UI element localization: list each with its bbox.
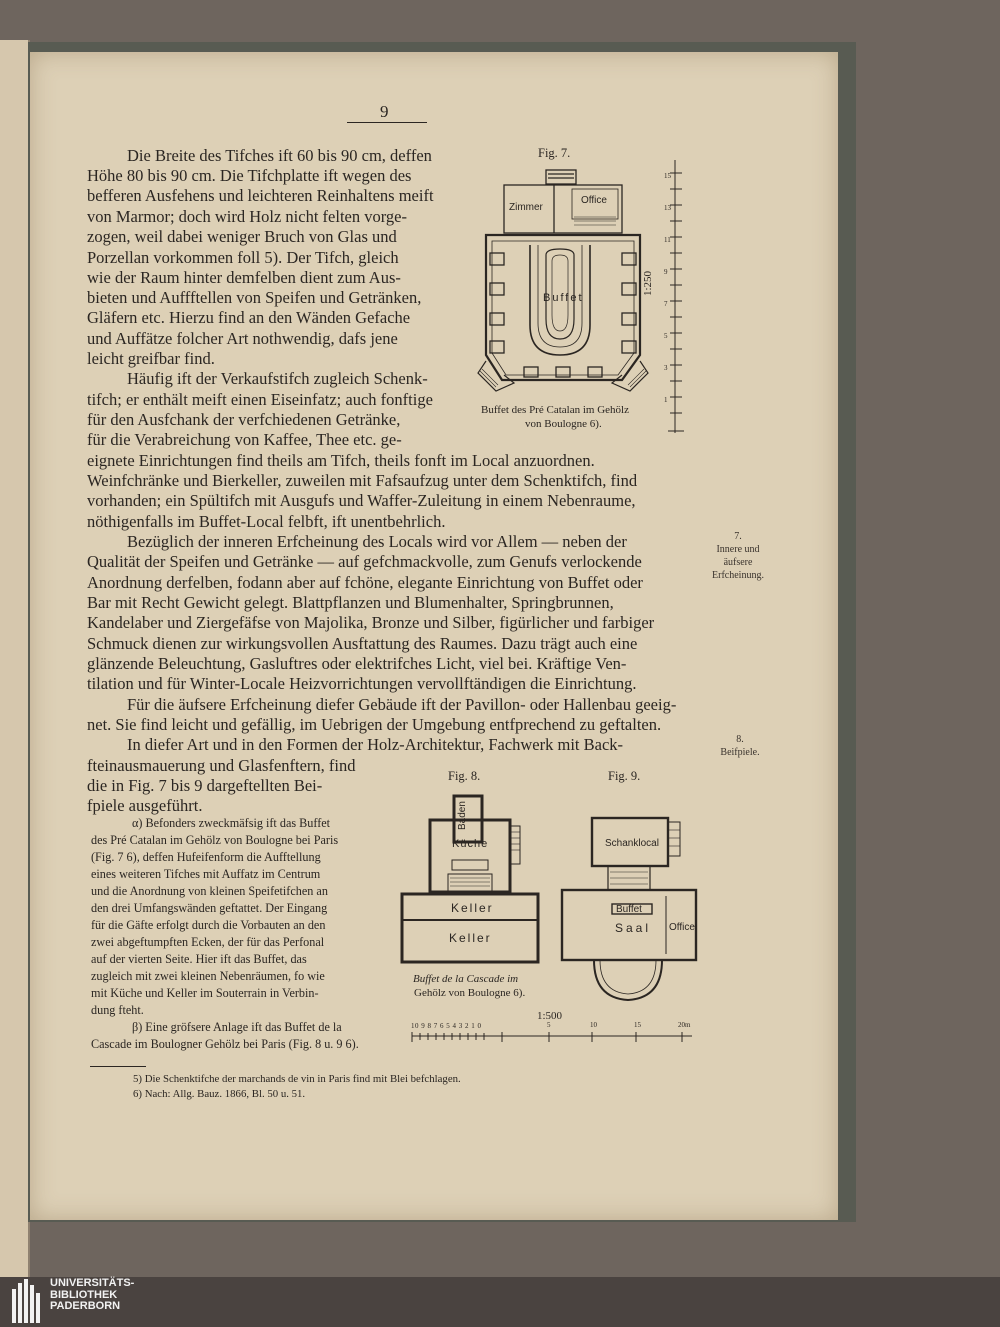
body-line: von Marmor; doch wird Holz nicht felten vorge- <box>87 207 407 226</box>
fig8-label-keller2: Keller <box>449 931 492 945</box>
small-line: des Pré Catalan im Gehölz von Boulogne bei Paris <box>91 833 339 847</box>
margin-note-text: äufsere <box>723 557 753 568</box>
scale-left-numbers: 10 9 8 7 6 5 4 3 2 1 0 <box>411 1022 482 1030</box>
margin-note-7 <box>706 530 770 582</box>
fig9-label-schanklocal: Schanklocal <box>605 838 659 849</box>
body-line: In diefer Art und in den Formen der Holz-Architektur, Fachwerk mit Back- <box>127 735 624 754</box>
body-line: für den Ausfchank der verfchiedenen Getränke, <box>87 410 401 429</box>
body-line: befferen Ausfehens und leichteren Reinhaltens meift <box>87 186 434 205</box>
body-line: Gläfern etc. Hierzu find an den Wänden Gefache <box>87 308 411 327</box>
small-line: den drei Umfangswänden geftattet. Der Eingang <box>91 901 328 915</box>
fig8-label-baden: Baden <box>457 801 468 830</box>
scale-bar <box>410 1030 700 1046</box>
margin-note-text: 7. <box>734 531 742 542</box>
fig8-label-kuche: Küche <box>452 838 489 850</box>
fig7-tick: 1 <box>664 396 668 404</box>
scale-ratio: 1:500 <box>537 1010 563 1022</box>
body-line: Höhe 80 bis 90 cm. Die Tifchplatte ift wegen des <box>87 166 412 185</box>
small-line: Cascade im Boulogner Gehölz bei Paris (Fig. 8 u. 9 6). <box>91 1037 359 1051</box>
library-logo-line: UNIVERSITÄTS- <box>50 1277 135 1289</box>
small-line: dung fteht. <box>91 1003 144 1017</box>
footnote: 6) Nach: Allg. Bauz. 1866, Bl. 50 u. 51. <box>133 1088 306 1100</box>
left-page-edge <box>0 40 30 1277</box>
fig7-tick: 7 <box>664 300 668 308</box>
page-number: 9 <box>380 102 389 121</box>
fig9-label-saal: Saal <box>615 921 652 935</box>
body-line: Qualität der Speifen und Getränke — auf gefchmackvolle, zum Genufs verlockende <box>87 552 642 571</box>
body-line: Porzellan vorkommen foll 5). Der Tifch, gleich <box>87 248 399 267</box>
fig7-scale-ratio: 1:250 <box>642 270 654 296</box>
fig7-caption: Buffet des Pré Catalan im Gehölz <box>481 404 629 416</box>
fig8-label-keller1: Keller <box>451 901 494 915</box>
body-line: nöthigenfalls im Buffet-Local felbft, ift unentbehrlich. <box>87 512 446 531</box>
fig7-tick: 5 <box>664 332 668 340</box>
body-line: leicht greifbar find. <box>87 349 215 368</box>
margin-note-8 <box>710 733 770 759</box>
body-line: net. Sie find leicht und gefällig, im Uebrigen der Umgebung entfprechend zu geftalten. <box>87 715 662 734</box>
scale-mark: 20m <box>678 1021 691 1029</box>
footnote-rule <box>90 1066 146 1067</box>
body-line: Kandelaber und Ziergefäfse von Majolika, Bronze und Silber, figürlicher und farbiger <box>87 613 655 632</box>
body-line: fteinausmauerung und Glasfenftern, find <box>87 756 356 775</box>
fig8-title: Fig. 8. <box>448 769 481 783</box>
scale-mark: 10 <box>590 1021 597 1029</box>
body-line: zogen, weil dabei weniger Bruch von Glas und <box>87 227 397 246</box>
fig7-tick: 15 <box>664 172 671 180</box>
fig7-tick: 9 <box>664 268 668 276</box>
page-number-rule <box>347 122 427 123</box>
small-line: für die Gäfte erfolgt durch die Vorbauten an den <box>91 918 326 932</box>
fig7-tick: 3 <box>664 364 668 372</box>
library-logo-line: PADERBORN <box>50 1300 121 1312</box>
footnote: 5) Die Schenktifche der marchands de vin in Paris find mit Blei befchlagen. <box>133 1073 461 1085</box>
scale-mark: 15 <box>634 1021 641 1029</box>
fig7-label-buffet: Buffet <box>543 292 584 304</box>
small-line: auf der vierten Seite. Hier ift das Buffet, das <box>91 952 307 966</box>
small-line: β) Eine gröfsere Anlage ift das Buffet de la <box>132 1020 342 1034</box>
body-line: Die Breite des Tifches ift 60 bis 90 cm, deffen <box>127 146 432 165</box>
body-line: Bar mit Recht Gewicht gelegt. Blattpflanzen und Blumenhalter, Springbrunnen, <box>87 593 614 612</box>
small-line: eines weiteren Tifches mit Auffatz im Centrum <box>91 867 321 881</box>
margin-note-text: Innere und <box>716 544 760 555</box>
small-line: und die Anordnung von kleinen Speifetifchen an <box>91 884 328 898</box>
body-line: fpiele ausgeführt. <box>87 796 203 815</box>
fig7-caption: von Boulogne 6). <box>525 418 602 430</box>
body-line: vorhanden; ein Spültifch mit Ausgufs und Waffer-Zuleitung in einem Nebenraume, <box>87 491 636 510</box>
small-line: zugleich mit zwei kleinen Nebenräumen, fo wie <box>91 969 325 983</box>
library-logo-line: BIBLIOTHEK <box>50 1288 118 1301</box>
scale-mark: 5 <box>547 1021 551 1029</box>
fig9-label-office: Office <box>669 922 695 933</box>
library-logo-text <box>50 1278 134 1313</box>
margin-note-text: Erfcheinung. <box>712 570 764 581</box>
fig7-tick: 13 <box>664 204 671 212</box>
body-line: tilation und für Winter-Locale Heizvorrichtungen vervollftändigen die Einrichtung. <box>87 674 637 693</box>
body-line: bieten und Auffftellen von Speifen und Getränken, <box>87 288 422 307</box>
fig8-caption: Gehölz von Boulogne 6). <box>414 987 526 999</box>
small-line: α) Befonders zweckmäfsig ift das Buffet <box>132 816 331 830</box>
body-line: für die Verabreichung von Kaffee, Thee etc. ge- <box>87 430 402 449</box>
body-line: Für die äufsere Erfcheinung diefer Gebäude ift der Pavillon- oder Hallenbau geeig- <box>127 695 677 714</box>
small-line: mit Küche und Keller im Souterrain in Verbin- <box>91 986 319 1000</box>
small-line: zwei abgeftumpften Ecken, der für das Perfonal <box>91 935 325 949</box>
small-line: (Fig. 7 6), deffen Hufeifenform die Aufftellung <box>91 850 321 864</box>
body-line: Bezüglich der inneren Erfcheinung des Locals wird vor Allem — neben der <box>127 532 627 551</box>
fig8-caption: Buffet de la Cascade im <box>413 973 519 985</box>
library-logo-icon <box>12 1279 42 1323</box>
body-line: wie der Raum hinter demfelben dient zum Aus- <box>87 268 401 287</box>
fig7-label-zimmer: Zimmer <box>509 202 543 213</box>
footer-bar <box>0 1277 1000 1327</box>
body-line: glänzende Beleuchtung, Gasluftres oder elektrifches Licht, viel bei. Kräftige Ven- <box>87 654 627 673</box>
fig7-label-office: Office <box>581 195 607 206</box>
fig7-title: Fig. 7. <box>538 146 571 160</box>
margin-note-text: 8. <box>736 734 744 745</box>
fig9-label-buffet: Buffet <box>616 904 642 915</box>
body-line: Anordnung derfelben, fodann aber auf fchöne, elegante Einrichtung von Buffet oder <box>87 573 643 592</box>
body-line: Weinfchränke und Bierkeller, zuweilen mit Fafsaufzug unter dem Schenktifch, find <box>87 471 638 490</box>
margin-note-text: Beifpiele. <box>720 747 760 758</box>
fig9-title: Fig. 9. <box>608 769 641 783</box>
body-line: Häufig ift der Verkaufstifch zugleich Schenk- <box>127 369 428 388</box>
body-line: die in Fig. 7 bis 9 dargeftellten Bei- <box>87 776 323 795</box>
body-line: eignete Einrichtungen find theils am Tifch, theils fonft im Local anzuordnen. <box>87 451 595 470</box>
body-line: und Auffätze folcher Art nothwendig, dafs jene <box>87 329 398 348</box>
body-line: tifch; er enthält meift einen Eiseinfatz; auch fonftige <box>87 390 433 409</box>
body-line: Schmuck dienen zur wirkungsvollen Ausftattung des Raumes. Dazu trägt auch eine <box>87 634 638 653</box>
fig7-tick: 11 <box>664 236 671 244</box>
